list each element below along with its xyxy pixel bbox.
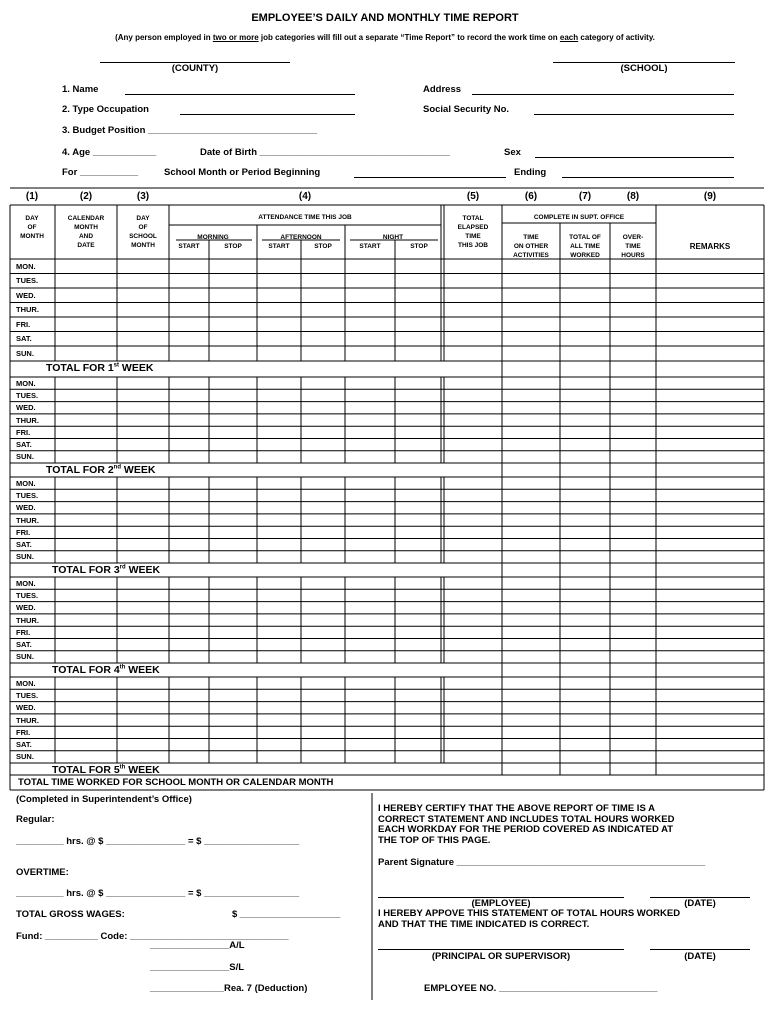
- completed-label: (Completed in Superintendent’s Office): [16, 794, 192, 805]
- county-label: (COUNTY): [171, 63, 219, 74]
- day-label: SAT.: [16, 540, 32, 550]
- col-num-7: (7): [578, 191, 592, 202]
- approval-text: I HEREBY APPOVE THIS STATEMENT OF TOTAL HOURS WORKED AND THAT THE TIME INDICATED IS CORRECT.: [378, 908, 681, 930]
- fund-code-line[interactable]: Fund: __________ Code: ______________________________: [16, 931, 289, 942]
- al-field[interactable]: _______________A/L: [150, 940, 245, 951]
- day-label: WED.: [16, 603, 36, 613]
- school-label: (SCHOOL): [620, 63, 668, 74]
- age-field[interactable]: 4. Age ____________: [62, 147, 157, 158]
- total-month-label: TOTAL TIME WORKED FOR SCHOOL MONTH OR CALENDAR MONTH: [18, 777, 334, 788]
- header-day-of-month: DAY OF MONTH: [20, 215, 44, 240]
- header-day-school: DAY OF SCHOOL MONTH: [129, 215, 157, 249]
- employee-number-field[interactable]: EMPLOYEE NO. ______________________________: [424, 983, 658, 994]
- col-num-8: (8): [626, 191, 640, 202]
- header-stop-2: STOP: [314, 243, 332, 250]
- day-label: SAT.: [16, 334, 32, 344]
- overtime-label: OVERTIME:: [16, 867, 69, 878]
- day-label: FRI.: [16, 427, 31, 437]
- col-num-1: (1): [25, 191, 39, 202]
- dob-field[interactable]: Date of Birth ____________________________________: [200, 147, 450, 158]
- day-label: SUN.: [16, 552, 34, 562]
- header-remarks: REMARKS: [689, 242, 731, 251]
- header-night: NIGHT: [382, 234, 404, 241]
- week-total-label: TOTAL FOR 2nd WEEK: [46, 464, 156, 476]
- day-label: FRI.: [16, 527, 31, 537]
- certification-text: I HEREBY CERTIFY THAT THE ABOVE REPORT OF TIME IS A CORRECT STATEMENT AND INCLUDES TOTAL HOURS WORKED EACH WORKDAY FOR THE PERIOD COVERED AS INDICATED AT THE TOP OF THIS PAGE.: [378, 803, 675, 846]
- day-label: SAT.: [16, 440, 32, 450]
- day-label: SAT.: [16, 640, 32, 650]
- col-num-5: (5): [466, 191, 480, 202]
- header-start-2: START: [268, 243, 290, 250]
- budget-position-field[interactable]: 3. Budget Position ________________________________: [62, 125, 318, 136]
- week-total-label: TOTAL FOR 3rd WEEK: [52, 564, 161, 576]
- address-label: Address: [423, 84, 462, 95]
- employee-label: (EMPLOYEE): [471, 898, 531, 909]
- rea-deduction-field[interactable]: ______________Rea. 7 (Deduction): [150, 983, 308, 994]
- sex-label: Sex: [504, 147, 521, 158]
- form-title: EMPLOYEE’S DAILY AND MONTHLY TIME REPORT: [251, 12, 519, 24]
- day-label: MON.: [16, 478, 36, 488]
- col-num-2: (2): [79, 191, 93, 202]
- day-label: THUR.: [16, 515, 39, 525]
- col-num-4: (4): [298, 191, 312, 202]
- week-total-label: TOTAL FOR 4th WEEK: [52, 664, 160, 676]
- day-label: SUN.: [16, 452, 34, 462]
- week-total-label: TOTAL FOR 1st WEEK: [46, 362, 154, 374]
- day-label: MON.: [16, 578, 36, 588]
- principal-date-line[interactable]: [650, 949, 750, 950]
- principal-date-label: (DATE): [684, 951, 716, 962]
- regular-label: Regular:: [16, 814, 55, 825]
- gross-wages-field[interactable]: $ ___________________: [232, 909, 341, 920]
- ssn-label: Social Security No.: [423, 104, 510, 115]
- gross-wages-label: TOTAL GROSS WAGES:: [16, 909, 125, 920]
- day-label: FRI.: [16, 727, 31, 737]
- day-label: TUES.: [16, 690, 39, 700]
- regular-wage-line[interactable]: _________ hrs. @ $ _______________ = $ __________________: [16, 836, 300, 847]
- day-label: SUN.: [16, 652, 34, 662]
- header-calendar: CALENDAR MONTH AND DATE: [67, 215, 105, 249]
- day-label: THUR.: [16, 715, 39, 725]
- day-label: MON.: [16, 678, 36, 688]
- day-label: THUR.: [16, 415, 39, 425]
- day-label: MON.: [16, 378, 36, 388]
- day-label: TUES.: [16, 490, 39, 500]
- week-total-label: TOTAL FOR 5th WEEK: [52, 764, 160, 776]
- employee-date-label: (DATE): [684, 898, 716, 909]
- day-label: TUES.: [16, 276, 39, 286]
- header-attendance: ATTENDANCE TIME THIS JOB: [258, 214, 352, 221]
- day-label: TUES.: [16, 590, 39, 600]
- occupation-label: 2. Type Occupation: [62, 104, 149, 115]
- principal-signature-line[interactable]: [378, 949, 624, 950]
- day-label: MON.: [16, 261, 36, 271]
- day-label: THUR.: [16, 305, 39, 315]
- day-label: WED.: [16, 403, 36, 413]
- ending-label: Ending: [514, 167, 547, 178]
- day-label: SUN.: [16, 348, 34, 358]
- header-supt-office: COMPLETE IN SUPT. OFFICE: [533, 214, 625, 221]
- day-label: WED.: [16, 290, 36, 300]
- day-label: SUN.: [16, 752, 34, 762]
- header-start-3: START: [359, 243, 381, 250]
- header-stop-1: STOP: [224, 243, 242, 250]
- header-afternoon: AFTERNOON: [280, 234, 322, 241]
- header-elapsed: TOTAL ELAPSED TIME THIS JOB: [457, 215, 489, 249]
- period-label: School Month or Period Beginning: [164, 167, 321, 178]
- overtime-wage-line[interactable]: _________ hrs. @ $ _______________ = $ __________________: [16, 888, 300, 899]
- header-other-activities: TIME ON OTHER ACTIVITIES: [513, 234, 549, 259]
- header-overtime: OVER- TIME HOURS: [621, 234, 645, 259]
- day-label: WED.: [16, 503, 36, 513]
- header-start-1: START: [178, 243, 200, 250]
- sl-field[interactable]: _______________S/L: [150, 962, 245, 973]
- principal-label: (PRINCIPAL OR SUPERVISOR): [431, 951, 571, 962]
- header-morning: MORNING: [197, 234, 229, 241]
- name-label: 1. Name: [62, 84, 99, 95]
- form-instructions: (Any person employed in two or more job categories will fill out a separate “Time Report” to record the work time on each category of activity.: [115, 33, 655, 42]
- header-total-all: TOTAL OF ALL TIME WORKED: [569, 234, 601, 259]
- day-label: SAT.: [16, 740, 32, 750]
- day-label: TUES.: [16, 390, 39, 400]
- col-num-3: (3): [136, 191, 150, 202]
- col-num-6: (6): [524, 191, 538, 202]
- parent-signature-field[interactable]: Parent Signature _______________________________________________: [378, 857, 705, 868]
- day-label: FRI.: [16, 319, 31, 329]
- for-field[interactable]: For ___________: [62, 167, 139, 178]
- col-num-9: (9): [703, 191, 717, 202]
- header-stop-3: STOP: [410, 243, 428, 250]
- day-label: WED.: [16, 703, 36, 713]
- day-label: THUR.: [16, 615, 39, 625]
- day-label: FRI.: [16, 627, 31, 637]
